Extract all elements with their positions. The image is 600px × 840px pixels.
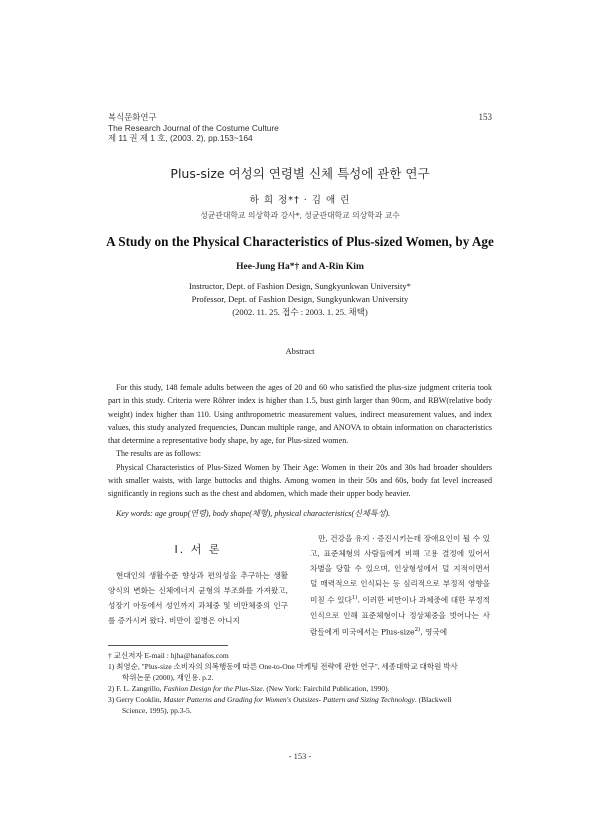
abstract-heading: Abstract: [285, 346, 315, 356]
body-text-part-2: . 이러한 비만이나 과체중에 대한 부정적 인식으로 인해 표준체형이나 정상체중을 벗어나는 사람들에게 미국에서는 Plus-size: [310, 595, 490, 637]
affiliation-korean: 성균관대학교 의상학과 강사*, 성균관대학교 의상학과 교수: [200, 211, 400, 220]
page-number-footer: - 153 -: [288, 751, 312, 761]
body-column-left: [108, 568, 288, 628]
authors-english: Hee-Jung Ha*† and A-Rin Kim: [236, 262, 364, 272]
abstract-paragraph-1: For this study, 148 female adults between the ages of 20 and 60 who satisfied the plus-size judgment criteria took part in this study. Criteria were Röhrer index is higher than 1.5, bust girth larger than 90cm, and RBW(relative body weight) index higher than 110. Using anthropometric measurement values, indirect measurement values, and index values, this study analyzed frequencies, Duncan multiple range, and ANOVA to obtain information on characteristics that determine a representative body shape, by age, for Plus-sized women.: [108, 383, 492, 446]
affiliation-english: [0, 280, 600, 319]
footnote-divider: [108, 645, 228, 646]
journal-title-english: The Research Journal of the Costume Culture: [108, 122, 279, 133]
abstract-paragraph-3: Physical Characteristics of Plus-Sized Women by Their Age: Women in their 20s and 30s had broader shoulders with smaller waists, with large buttocks and thighs. Among women in their 50s and 60s, body fat level increased significantly in regions such as the chest and abdomen, which made their upper body heavier.: [108, 462, 492, 499]
received-accepted-dates: (2002. 11. 25. 접수 : 2003. 1. 25. 채택): [232, 307, 368, 317]
citation-2[interactable]: 2): [414, 626, 421, 633]
affiliation-line-1: Instructor, Dept. of Fashion Design, Sungkyunkwan University*: [189, 281, 411, 291]
affiliation-line-2: Professor, Dept. of Fashion Design, Sungkyunkwan University: [191, 294, 409, 304]
volume-info: 제 11 권 제 1 호, (2003. 2), pp.153~164: [108, 133, 253, 143]
footnote-3-continued: Science, 1995), pp.3-5.: [122, 706, 192, 715]
footnote-2-title: Fashion Design for the Plus-Size: [163, 684, 263, 693]
page-number-top: 153: [478, 112, 492, 122]
footnote-2-author: 2) F. L. Zangrillo,: [108, 684, 164, 693]
body-text-part-1: 만, 건강을 유지 · 증진시키는데 장애요인이 될 수 있고, 표준체형의 사람들에게 비해 고용 결정에 있어서 차별을 당할 수 있으며, 인상형성에서 덜 지적이면서 덜 매력적으로 인식되는 등 심리적으로 부정적 영향을 미칠 수 있다: [310, 534, 490, 605]
footnote-1: 1) 최영순, "Plus-size 소비자의 의복행동에 따른 One-to-One 마케팅 전략에 관한 연구", 세종대학교 대학원 박사: [108, 662, 458, 671]
citation-1[interactable]: 1): [351, 595, 358, 601]
footnote-2: [108, 683, 508, 694]
abstract-body: [108, 381, 492, 501]
footnote-3: [108, 694, 508, 705]
body-column-right: [310, 531, 490, 639]
footnote-corresponding-author: † 교신저자 E-mail : hjha@hanafos.com: [108, 651, 229, 660]
footnote-2-publisher: . (New York: Fairchild Publication, 1990).: [262, 684, 390, 693]
journal-title-korean: 복식문화연구: [108, 112, 157, 122]
footnotes: [108, 650, 508, 716]
footnote-1-continued: 학위논문 (2000), 재인용. p.2.: [122, 673, 214, 682]
body-paragraph-right: [310, 531, 490, 639]
body-paragraph-left: 현대인의 생활수준 향상과 편의성을 추구하는 생활양식의 변화는 신체에너지 균형의 부조화를 가져왔고, 성장기 아동에서 성인까지 과체중 및 비만체중의 인구를 증가시켜 왔다. 비만이 질병은 아니지: [108, 571, 288, 625]
section-heading-introduction: Ⅰ. 서 론: [174, 543, 222, 556]
footnote-3-publisher: . (Blackwell: [414, 695, 452, 704]
keywords: Key words: age group(연령), body shape(체형), physical characteristics(신체특성).: [116, 509, 391, 518]
footnote-3-title: Master Patterns and Grading for Women's Outsizes- Pattern and Sizing Technology: [163, 695, 415, 704]
journal-header: [108, 112, 279, 144]
body-text-part-3: , 영국에: [420, 627, 448, 637]
title-korean: Plus-size 여성의 연령별 신체 특성에 관한 연구: [170, 166, 430, 181]
authors-korean: 하 희 정*† · 김 애 린: [249, 195, 351, 206]
abstract-paragraph-2: The results are as follows:: [116, 449, 201, 459]
footnote-3-author: 3) Gerry Cooklin,: [108, 695, 164, 704]
title-english: A Study on the Physical Characteristics of Plus-sized Women, by Age: [106, 234, 494, 249]
